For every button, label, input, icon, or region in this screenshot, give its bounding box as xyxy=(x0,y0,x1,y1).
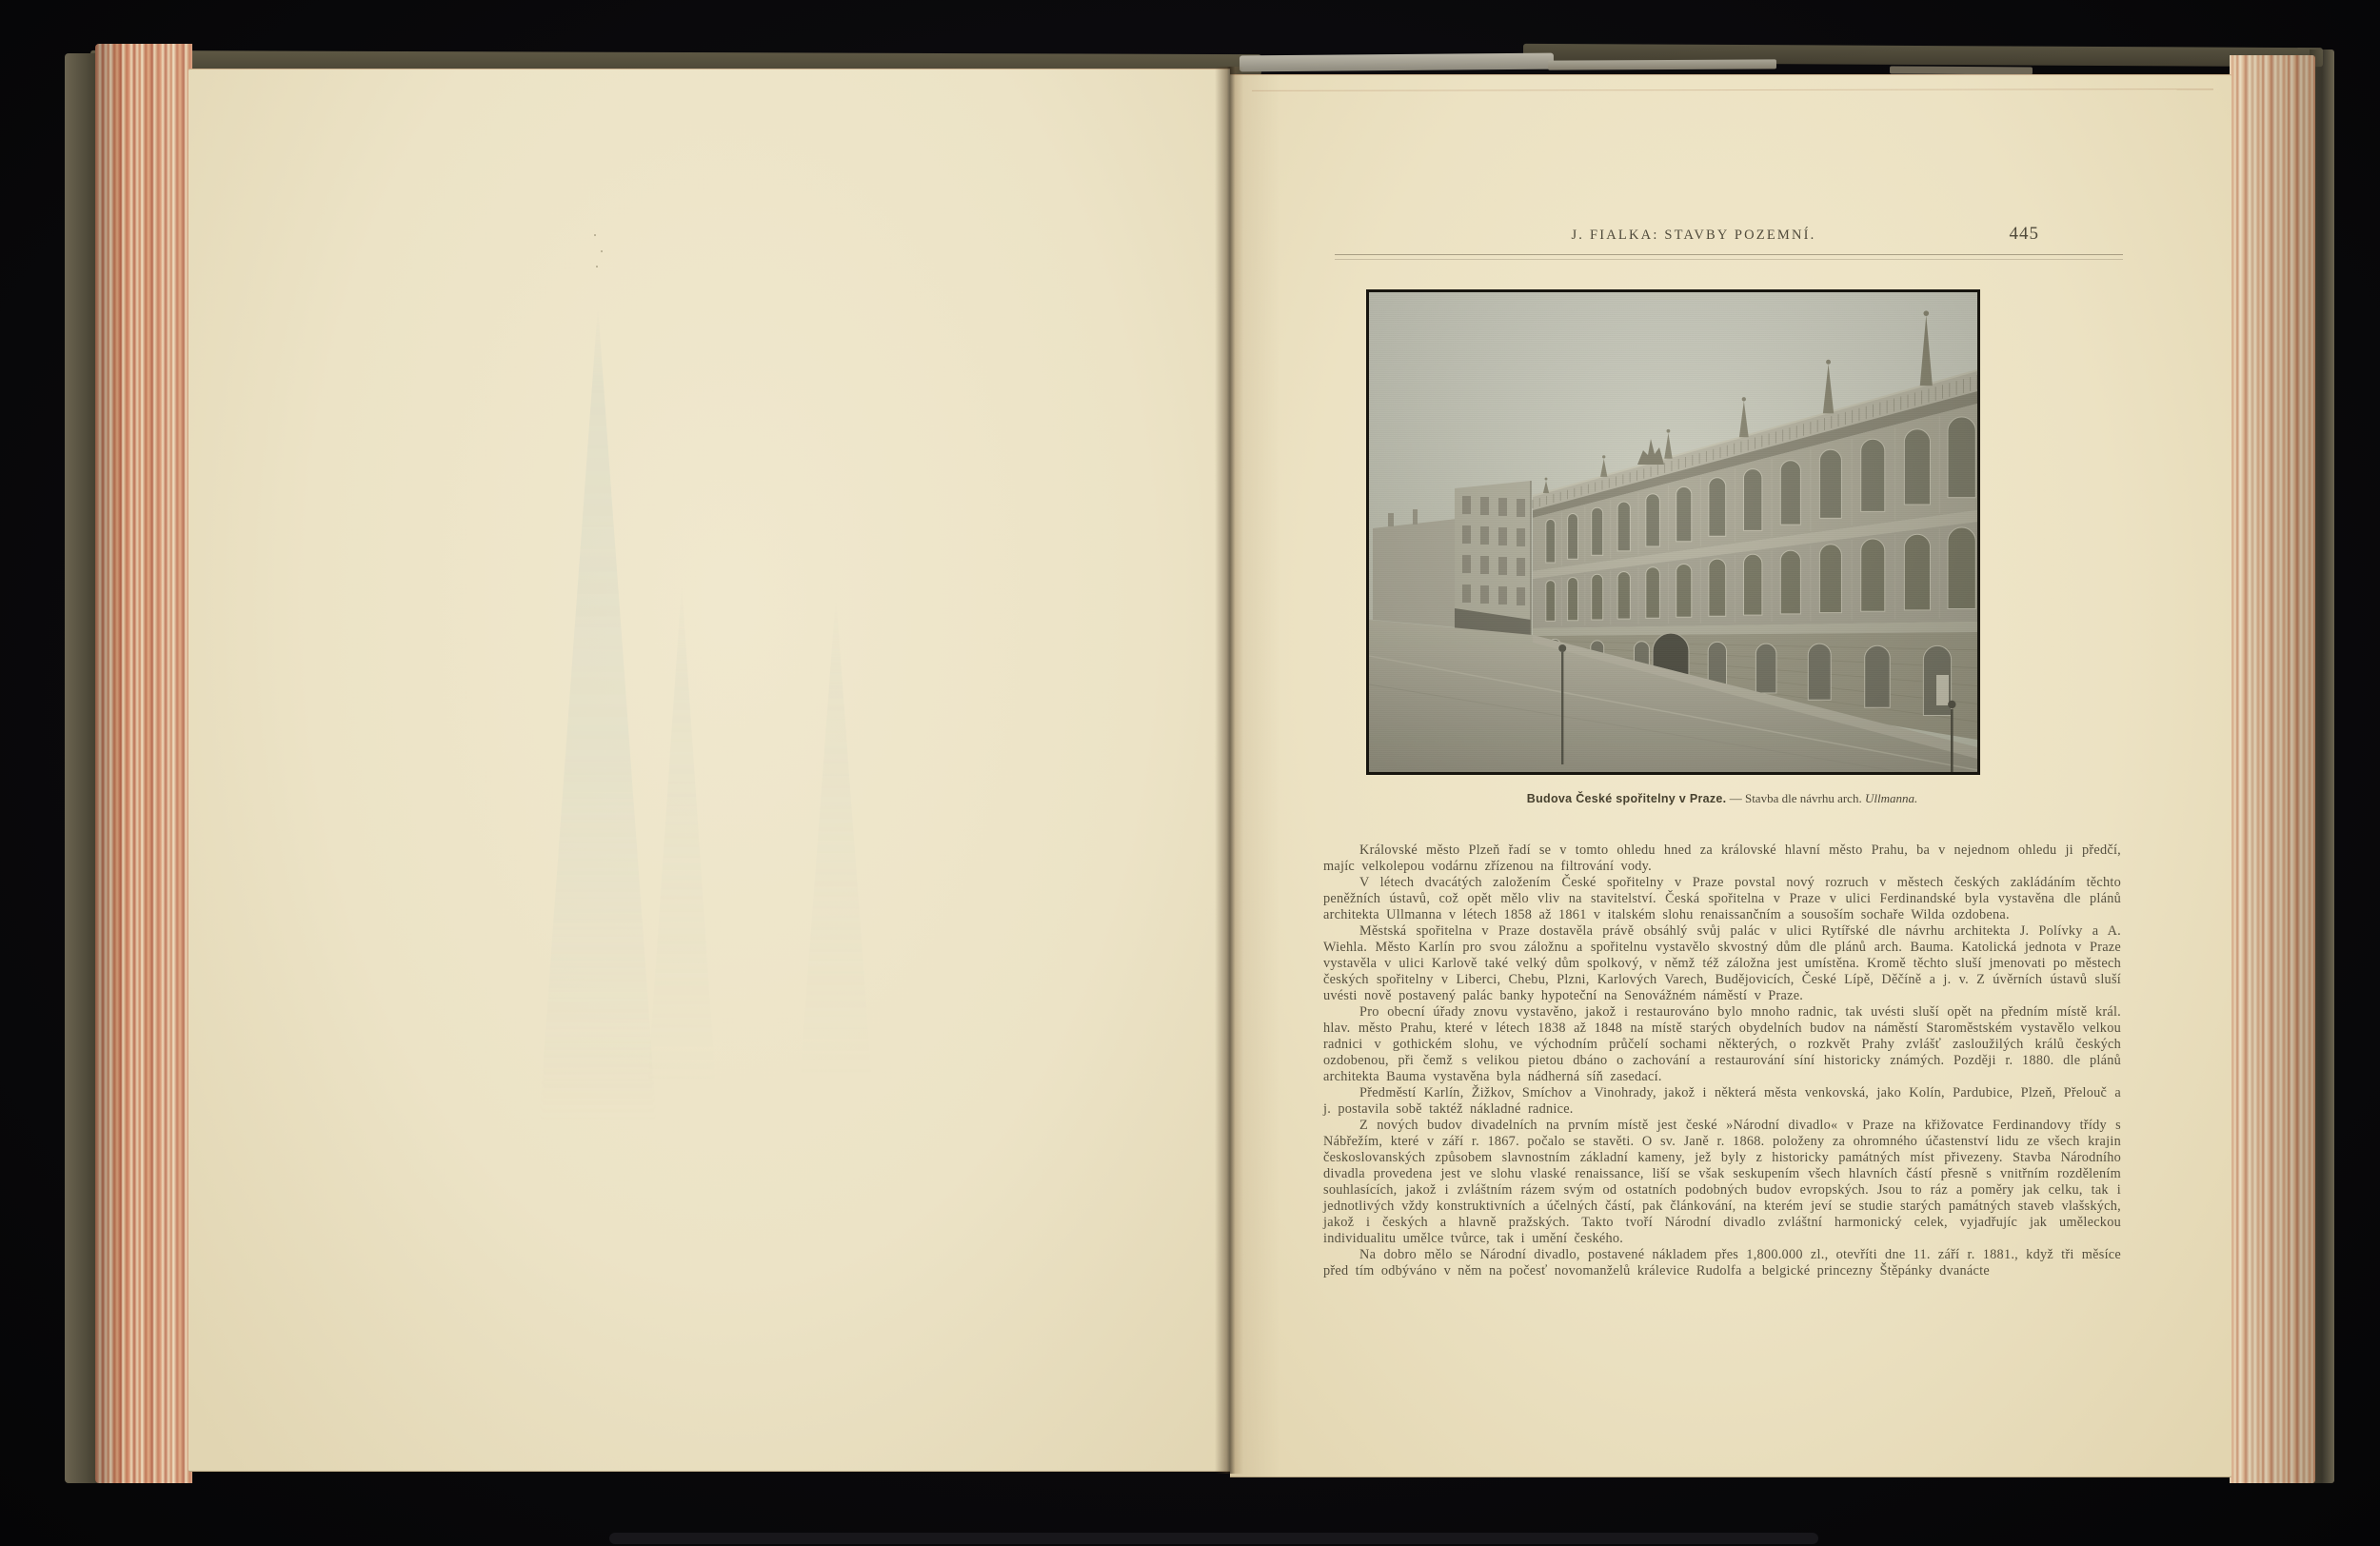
bleedthrough-spire xyxy=(798,595,874,1109)
header-rule-bottom xyxy=(1335,259,2123,260)
header-rule-top xyxy=(1335,254,2123,255)
right-page xyxy=(1230,74,2231,1477)
paper-speck xyxy=(594,234,596,236)
building-photo xyxy=(1369,292,1977,772)
figure-frame xyxy=(1366,289,1980,775)
running-header: J. FIALKA: STAVBY POZEMNÍ. xyxy=(1571,228,1816,243)
paragraph: Královské město Plzeň řadí se v tomto ohledu hned za královské hlavní město Prahu, ba v nejednom ohledu ji předčí, majíc velkolepou vodárnu zřízenou na filtrování vody. xyxy=(1323,842,2121,874)
bleedthrough-spire xyxy=(539,306,657,1124)
article-text xyxy=(1323,842,2121,1279)
page-number: 445 xyxy=(2009,224,2039,244)
left-page-blank xyxy=(188,69,1230,1472)
paragraph: Předměstí Karlín, Žižkov, Smíchov a Vinohrady, jakož i některá města venkovská, jako Kolín, Pardubice, Plzeň, Přelouč a j. postavila sobě taktéž nákladné radnice. xyxy=(1323,1085,2121,1117)
figure-caption xyxy=(1323,791,2121,806)
paragraph: Městská spořitelna v Praze dostavěla právě obsáhlý svůj palác v ulici Rytířské dle návrhu architekta J. Polívky a A. Wiehla. Město Karlín pro svou záložnu a spořitelnu vystavělo skvostný dům dle plánů arch. Bauma. Katolická jednota v Praze vystavěla v ulici Karlově také velký dům spolkový, v němž též záložna jest umístěna. Kromě těchto sluší jmenovati po městech českých spořitelny v Liberci, Chebu, Plzni, Karlových Varech, Budějovicích, České Lípě, Děčíně a j. v. Z úvěrních ústavů sluší uvésti nově postavený palác banky hypoteční na Senovážném náměstí v Praze. xyxy=(1323,923,2121,1003)
paragraph: V létech dvacátých založením České spořitelny v Praze povstal nový rozruch v městech českých zakládáním těchto peněžních ústavů, což opět mělo vliv na stavitelství. Česká spořitelna v Praze v ulici Ferdinandské byla vystavěna dle plánů architekta Ullmanna v létech 1858 až 1861 v italském slohu renaissančním a sousoším sochaře Wilda ozdobena. xyxy=(1323,875,2121,922)
bleedthrough-spire xyxy=(645,584,718,1117)
paper-speck xyxy=(596,266,598,268)
caption-architect: Ullmanna. xyxy=(1864,791,1918,805)
paragraph: Z nových budov divadelních na prvním místě jest české »Národní divadlo« v Praze na křižovatce Ferdinandovy třídy s Nábřežím, které v září r. 1867. počalo se stavěti. O sv. Janě r. 1868. položeny za ohromného účastenství lidu ze všech krajin českoslovanských způsobem slavnostním základní kameny, jež byly z historicky památných míst přivezeny. Stavba Národního divadla provedena jest ve slohu vlaské renaissance, liší se však seskupením všech hlavních částí přesně s vnitřním rozdělením souhlasících, jakož i zvláštním rázem svým od ostatních podobných budov evropských. Jsou to ráz a poměry jak celku, tak i jednotlivých vždy konstruktivních a účelných částí, pak článkování, na kterém jeví se studie starých památných staveb vlašských, jakož i českých a hlavně pražských. Takto tvoří Národní divadlo zvláštní harmonický celek, vyjadřujíc jak uměleckou individualitu umělce tvůrce, tak i umění českého. xyxy=(1323,1118,2121,1246)
shop-sign xyxy=(1936,675,1949,705)
paragraph: Na dobro mělo se Národní divadlo, postavené nákladem přes 1,800.000 zl., otevříti dne 11. září r. 1881., když tři měsíce před tím odbýváno v něm na počesť novomanželů králevice Rudolfa a belgické princezny Štěpánky dvanácte xyxy=(1323,1247,2121,1278)
paragraph: Pro obecní úřady znovu vystavěno, jakož i restaurováno bylo mnoho radnic, tak uvésti sluší opět na předním místě král. hlav. město Prahu, které v létech 1838 až 1848 na místě starých obydelních budov na náměstí Staroměstském vystavělo velkou radnici v gothickém slohu, ve východním průčelí sochami některých, o rozkvět Prahy zvlášť zasloužilých králů českých ozdobenou, při čemž s velikou pietou dbáno o zachování a restaurování síní historicky známých. Později r. 1880. dle plánů architekta Bauma vystavěna byla nádherná síň zasedací. xyxy=(1323,1004,2121,1084)
surface-reflection xyxy=(609,1533,1818,1544)
deckle-edge xyxy=(1240,53,1554,72)
caption-subtitle: — Stavba dle návrhu arch. xyxy=(1729,791,1862,805)
paper-speck xyxy=(601,250,603,252)
gutter-shadow xyxy=(1215,67,1243,1474)
caption-title: Budova České spořitelny v Praze. xyxy=(1526,792,1727,805)
page-edge-stack-right xyxy=(2230,55,2315,1483)
deckle-edge xyxy=(1548,59,1776,69)
page-edge-stack-left xyxy=(95,44,192,1483)
